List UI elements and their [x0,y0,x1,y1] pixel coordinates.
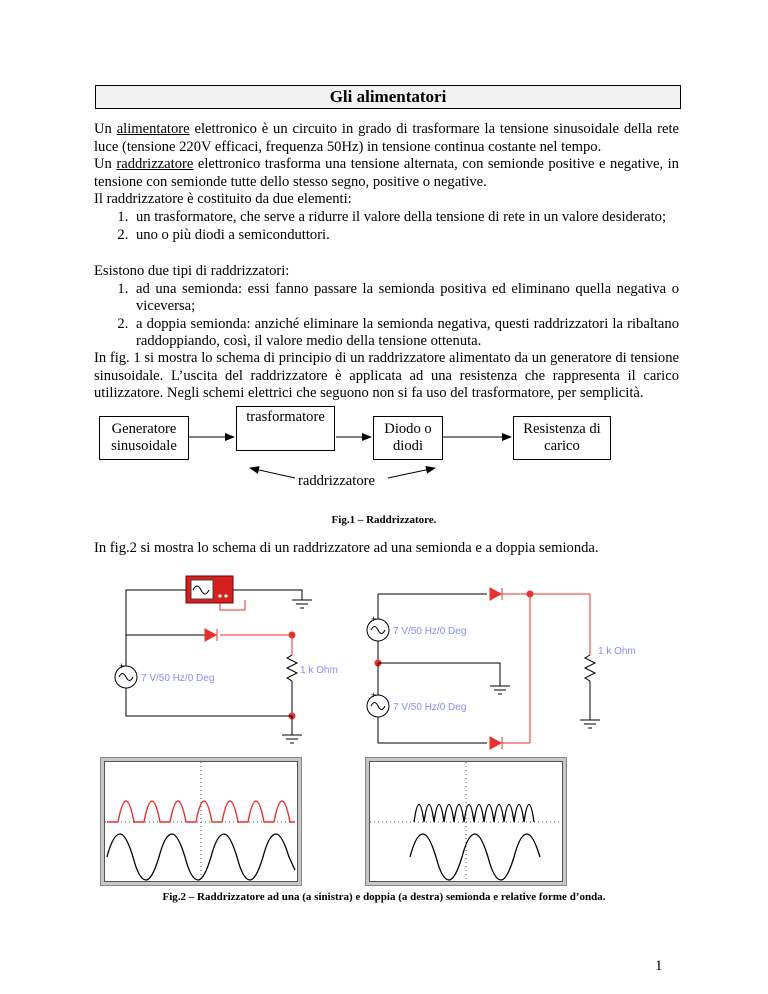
label-rectifier: raddrizzatore [298,473,375,489]
ground-icon [580,720,600,728]
paragraph-raddrizzatore: Un raddrizzatore elettronico trasforma una tensione alternata, con semionde positive e negative, in tensione con semionde tutte dello stesso segno, positive o negative. [94,156,679,190]
block-transformer: trasformatore [236,406,335,451]
term-alimentatore: alimentatore [116,121,190,137]
ground-icon [490,686,510,694]
svg-text:+: + [371,614,377,624]
paragraph-types: Esistono due tipi di raddrizzatori: [94,263,290,279]
list-item: 1. ad una semionda: essi fanno passare la semionda positiva ed eliminano quella negativa o viceversa; [132,281,679,316]
svg-text:+: + [119,661,125,671]
full-wave-circuit [367,588,600,749]
source-label: 7 V/50 Hz/0 Deg [141,673,215,684]
half-wave-circuit [115,576,312,743]
term-raddrizzatore: raddrizzatore [116,156,194,173]
paragraph-fig2: In fig.2 si mostra lo schema di un raddrizzatore ad una semionda e a doppia semionda. [94,540,599,556]
block-load: Resistenza di carico [513,416,611,460]
ground-icon [282,735,302,743]
svg-text:+: + [371,690,377,700]
resistor-icon [585,655,595,681]
ground-icon [292,600,312,608]
waveform-half-wave [104,761,298,882]
list-item: 1. un trasformatore, che serve a ridurre il valore della tensione di rete in un valore desiderato; [132,209,679,227]
resistor-label: 1 k Ohm [598,646,636,657]
diode-icon [205,629,217,641]
source-label: 7 V/50 Hz/0 Deg [393,626,467,637]
fig1-caption: Fig.1 – Raddrizzatore. [331,514,437,526]
fig2-caption: Fig.2 – Raddrizzatore ad una (a sinistra) e doppia (a destra) semionda e relative forme d’onda. [162,891,606,903]
block-generator: Generatore sinusoidale [99,416,189,460]
resistor-icon [287,655,297,681]
paragraph-fig1: In fig. 1 si mostra lo schema di principio di un raddrizzatore alimentato da un generatore di tensione sinusoidale. L’uscita del raddrizzatore è applicata ad una resistenza che rappresenta il carico utilizzatore. Negli schemi elettrici che seguono non si fa uso del trasformatore, per semplicità. [94,350,679,402]
resistor-label: 1 k Ohm [300,665,338,676]
paragraph-elements: Il raddrizzatore è costituito da due elementi: [94,191,352,208]
paragraph-alimentatore: Un alimentatore elettronico è un circuito in grado di trasformare la tensione sinusoidale della rete luce (tensione 220V efficaci, frequenza 50Hz) in tensione continua costante nel tempo. [94,121,679,155]
source-label: 7 V/50 Hz/0 Deg [393,702,467,713]
oscilloscope-full-wave [365,757,567,886]
list-item: 2. uno o più diodi a semiconduttori. [132,227,679,245]
waveform-full-wave [369,761,563,882]
oscilloscope-half-wave [100,757,302,886]
page-number: 1 [655,958,663,974]
list-item: 2. a doppia semionda: anziché eliminare la semionda negativa, questi raddrizzatori la ribaltano raddoppiando, così, il valore medio della tensione ottenuta. [132,316,679,351]
block-diode: Diodo o diodi [373,416,443,460]
diode-icon [490,588,502,600]
page-title: Gli alimentatori [95,85,681,109]
diode-icon [490,737,502,749]
